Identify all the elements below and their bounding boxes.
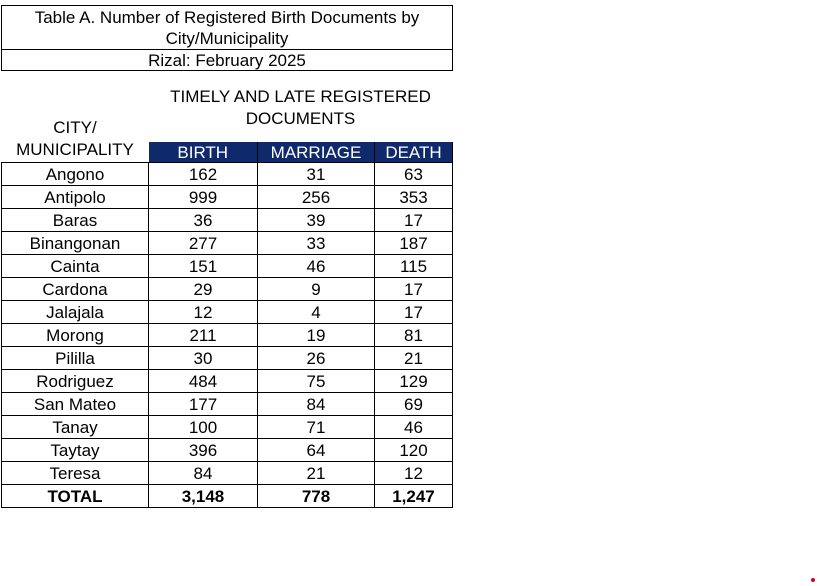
table-row	[2, 439, 453, 462]
death-cell: 81	[375, 324, 453, 347]
col-header-marriage: MARRIAGE	[258, 142, 375, 163]
marriage-cell: 26	[258, 347, 375, 370]
city-cell: Cainta	[2, 255, 149, 278]
death-cell: 17	[375, 209, 453, 232]
birth-cell: 36	[149, 209, 258, 232]
birth-cell: 177	[149, 393, 258, 416]
table-row	[2, 255, 453, 278]
birth-cell: 396	[149, 439, 258, 462]
city-cell: Taytay	[2, 439, 149, 462]
death-cell: 129	[375, 370, 453, 393]
death-cell: 353	[375, 186, 453, 209]
table-row	[2, 347, 453, 370]
city-cell: Baras	[2, 209, 149, 232]
marriage-cell: 256	[258, 186, 375, 209]
death-cell: 17	[375, 278, 453, 301]
city-cell: Teresa	[2, 462, 149, 485]
table-row	[2, 370, 453, 393]
marriage-cell: 4	[258, 301, 375, 324]
birth-cell: 84	[149, 462, 258, 485]
total-death: 1,247	[375, 485, 453, 508]
birth-cell: 211	[149, 324, 258, 347]
table-row	[2, 278, 453, 301]
death-cell: 187	[375, 232, 453, 255]
red-dot-marker	[811, 578, 815, 582]
table-row	[2, 416, 453, 439]
city-cell: Rodriguez	[2, 370, 149, 393]
birth-cell: 29	[149, 278, 258, 301]
total-label: TOTAL	[2, 485, 149, 508]
marriage-cell: 21	[258, 462, 375, 485]
death-cell: 120	[375, 439, 453, 462]
birth-cell: 151	[149, 255, 258, 278]
group-header: TIMELY AND LATE REGISTERED DOCUMENTS	[170, 86, 431, 128]
table-row	[2, 301, 453, 324]
death-cell: 21	[375, 347, 453, 370]
death-cell: 12	[375, 462, 453, 485]
death-cell: 69	[375, 393, 453, 416]
city-column-header	[2, 71, 149, 163]
death-cell: 63	[375, 163, 453, 186]
birth-cell: 100	[149, 416, 258, 439]
marriage-cell: 64	[258, 439, 375, 462]
marriage-cell: 31	[258, 163, 375, 186]
death-cell: 17	[375, 301, 453, 324]
birth-cell: 277	[149, 232, 258, 255]
city-cell: San Mateo	[2, 393, 149, 416]
marriage-cell: 84	[258, 393, 375, 416]
marriage-cell: 19	[258, 324, 375, 347]
total-row	[2, 485, 453, 508]
city-cell: Binangonan	[2, 232, 149, 255]
birth-cell: 484	[149, 370, 258, 393]
col-header-birth: BIRTH	[149, 142, 258, 163]
death-cell: 46	[375, 416, 453, 439]
table-row	[2, 393, 453, 416]
city-header-text: CITY/ MUNICIPALITY	[16, 118, 134, 159]
marriage-cell: 9	[258, 278, 375, 301]
marriage-cell: 75	[258, 370, 375, 393]
birth-cell: 999	[149, 186, 258, 209]
city-cell: Angono	[2, 163, 149, 186]
marriage-cell: 46	[258, 255, 375, 278]
table-row	[2, 324, 453, 347]
table-row	[2, 232, 453, 255]
death-cell: 115	[375, 255, 453, 278]
city-cell: Jalajala	[2, 301, 149, 324]
birth-cell: 12	[149, 301, 258, 324]
birth-cell: 30	[149, 347, 258, 370]
col-header-death: DEATH	[375, 142, 453, 163]
marriage-cell: 33	[258, 232, 375, 255]
table-row	[2, 186, 453, 209]
total-birth: 3,148	[149, 485, 258, 508]
city-cell: Antipolo	[2, 186, 149, 209]
table-row	[2, 209, 453, 232]
table-row	[2, 163, 453, 186]
registered-documents-table	[1, 5, 453, 508]
table-title: Table A. Number of Registered Birth Documents by City/Municipality	[2, 6, 453, 50]
birth-cell: 162	[149, 163, 258, 186]
table-subtitle: Rizal: February 2025	[2, 50, 453, 71]
city-cell: Morong	[2, 324, 149, 347]
city-cell: Tanay	[2, 416, 149, 439]
marriage-cell: 39	[258, 209, 375, 232]
city-cell: Pililla	[2, 347, 149, 370]
table-row	[2, 462, 453, 485]
total-marriage: 778	[258, 485, 375, 508]
marriage-cell: 71	[258, 416, 375, 439]
city-cell: Cardona	[2, 278, 149, 301]
